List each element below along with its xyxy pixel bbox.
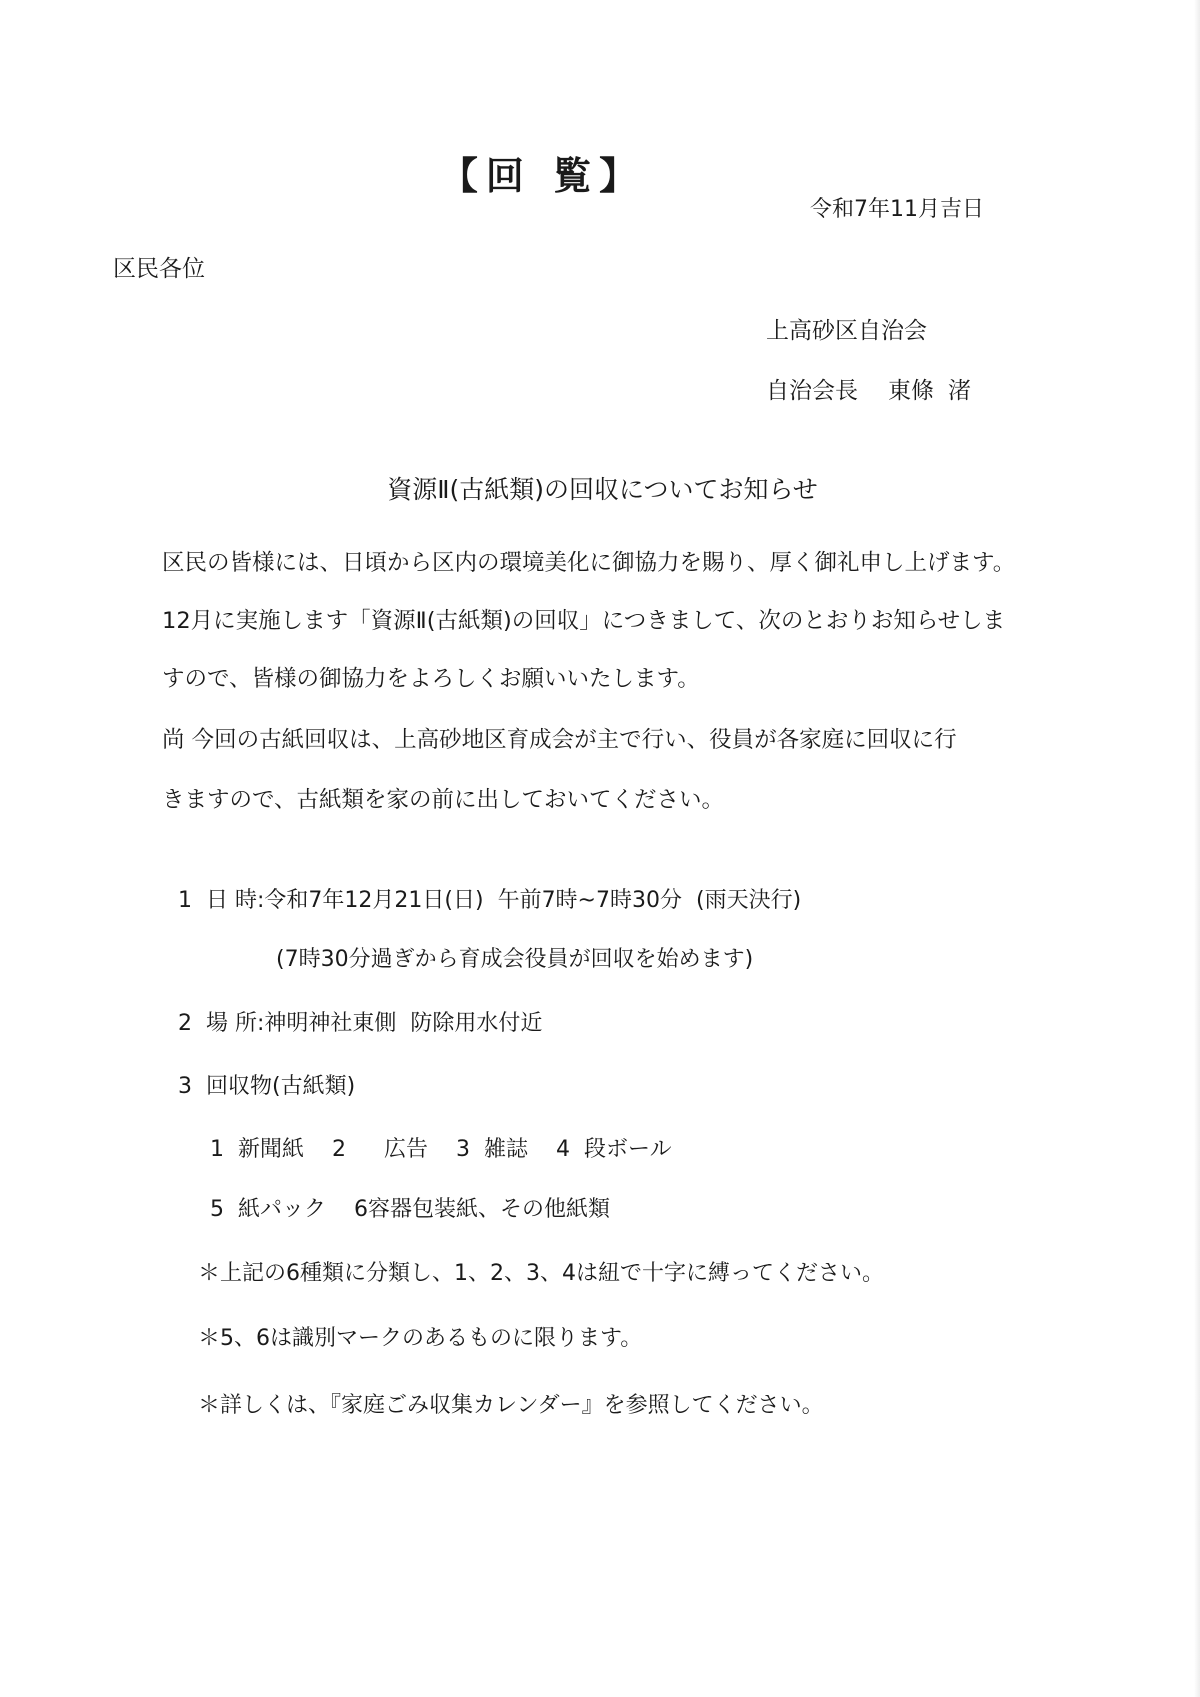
material-name: 紙パック <box>238 1197 327 1222</box>
note-line: ＊5、6は識別マークのあるものに限ります。 <box>198 1326 643 1351</box>
location-detail: 防除用水付近 <box>410 1011 543 1036</box>
material-number: 2 <box>332 1137 347 1162</box>
issue-date: 令和7年11月吉日 <box>810 197 984 222</box>
note-line: ＊詳しくは、『家庭ごみ収集カレンダー』を参照してください。 <box>198 1393 824 1418</box>
chair-surname: 東條 <box>888 378 934 404</box>
material-number: 1 <box>210 1137 224 1162</box>
item-number: 2 <box>178 1011 192 1036</box>
material-number: 6 <box>354 1197 369 1222</box>
event-date: 令和7年12月21日(日) <box>264 888 484 913</box>
addressee: 区民各位 <box>113 256 205 282</box>
item-location <box>178 1006 542 1037</box>
item-label: 場 所: <box>206 1011 265 1036</box>
body-paragraph-line: すので、皆様の御協力をよろしくお願いいたします。 <box>162 666 700 692</box>
body-paragraph-line: 12月に実施します「資源Ⅱ(古紙類)の回収」につきまして、次のとおりお知らせしま <box>162 608 1006 634</box>
body-paragraph-line: 尚 今回の古紙回収は、上高砂地区育成会が主で行い、役員が各家庭に回収に行 <box>162 727 957 753</box>
material-name: 段ボール <box>584 1137 672 1162</box>
location-place: 神明神社東側 <box>264 1011 397 1036</box>
materials-row-1 <box>210 1132 672 1163</box>
material-number: 4 <box>556 1137 571 1162</box>
note-line: ＊上記の6種類に分類し、1、2、3、4は紐で十字に縛ってください。 <box>198 1261 884 1286</box>
material-name: 容器包装紙、その他紙類 <box>368 1197 611 1222</box>
material-name: 新聞紙 <box>238 1137 305 1162</box>
body-paragraph-line: きますので、古紙類を家の前に出しておいてください。 <box>162 787 725 813</box>
item-datetime <box>178 883 801 914</box>
item-label: 日 時: <box>206 888 265 913</box>
sender-organization: 上高砂区自治会 <box>766 318 927 344</box>
notice-subject: 資源Ⅱ(古紙類)の回収についてお知らせ <box>387 475 818 504</box>
event-time: 午前7時~7時30分 <box>497 888 682 913</box>
scan-edge <box>1194 0 1200 1697</box>
materials-row-2 <box>210 1192 610 1223</box>
item-label: 回収物(古紙類) <box>206 1074 356 1099</box>
material-name: 広告 <box>384 1137 429 1162</box>
item-number: 1 <box>178 888 192 913</box>
sender-chair <box>766 372 971 405</box>
chair-title: 自治会長 <box>766 378 858 404</box>
item-datetime-subnote: (7時30分過ぎから育成会役員が回収を始めます) <box>276 947 754 972</box>
material-number: 5 <box>210 1197 224 1222</box>
item-materials-heading <box>178 1069 355 1100</box>
body-paragraph-line: 区民の皆様には、日頃から区内の環境美化に御協力を賜り、厚く御礼申し上げます。 <box>162 550 1016 576</box>
chair-given-name: 渚 <box>948 378 971 404</box>
material-name: 雑誌 <box>484 1137 529 1162</box>
material-number: 3 <box>456 1137 471 1162</box>
item-number: 3 <box>178 1074 192 1099</box>
weather-note: (雨天決行) <box>696 888 802 913</box>
document-title: 【回 覧】 <box>439 154 646 198</box>
